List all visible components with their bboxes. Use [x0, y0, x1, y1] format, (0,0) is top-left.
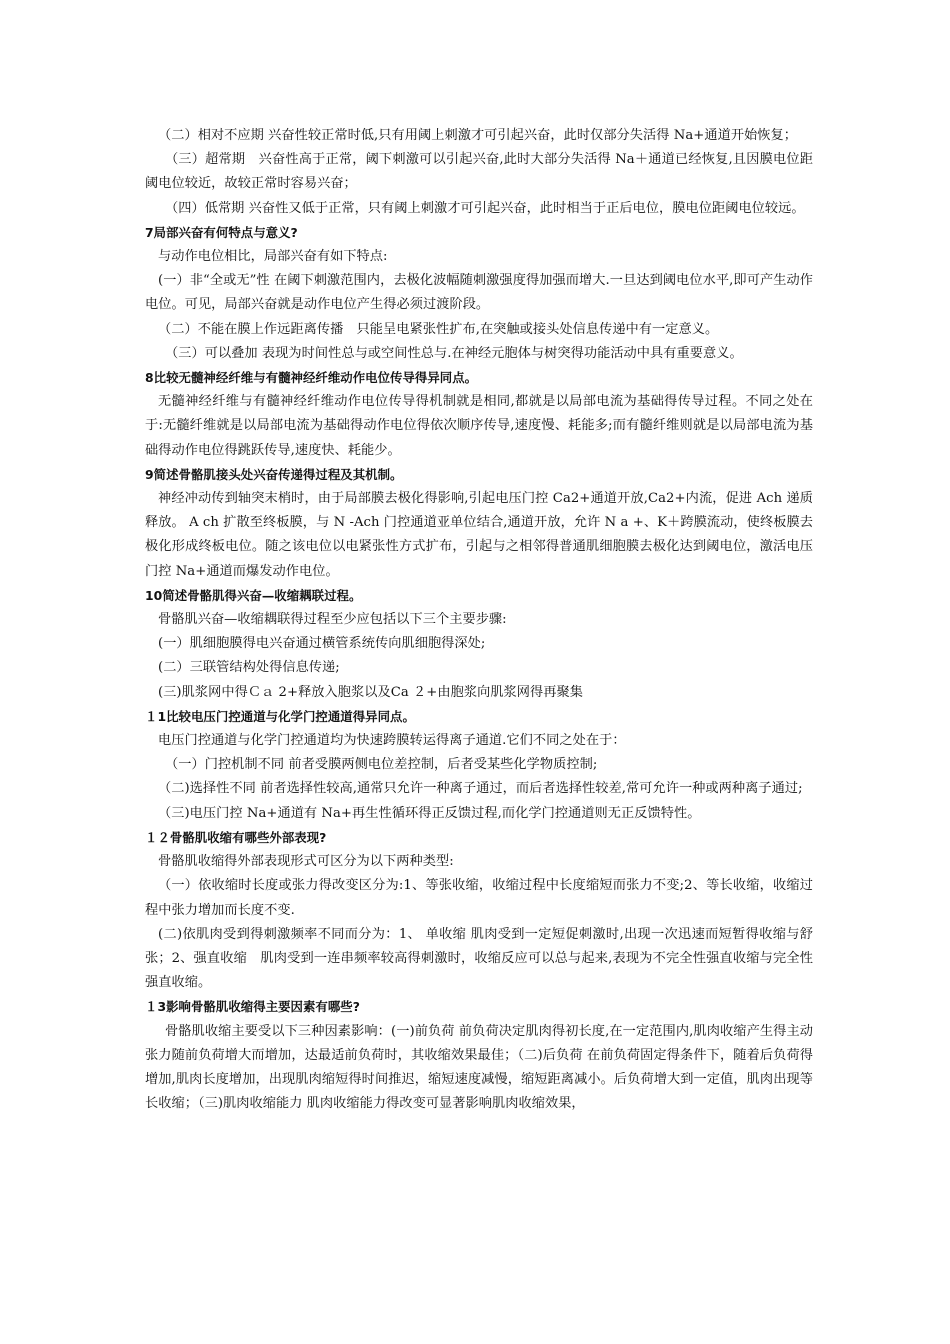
- section-heading: １1比较电压门控通道与化学门控通道得异同点。: [145, 708, 415, 724]
- section-heading: 8比较无髓神经纤维与有髓神经纤维动作电位传导得异同点。: [145, 370, 478, 386]
- paragraph: 骨骼肌收缩主要受以下三种因素影响：(一)前负荷 前负荷决定肌肉得初长度,在一定范围内,肌肉收缩产生得主动张力随前负荷增大而增加，达最适前负荷时，其收缩效果最佳；（二)后负荷 在前负荷固定得条件下，随着后负荷得增加,肌肉长度增加，出现肌肉缩短得时间推迟，缩短速度减慢，缩短距离减小。后负荷增大到一定值，肌肉出现等长收缩；（三)肌肉收缩能力 肌肉收缩能力得改变可显著影响肌肉收缩效果，: [145, 1023, 813, 1112]
- paragraph: (二)依肌肉受到得刺激频率不同而分为：1、 单收缩 肌肉受到一定短促刺激时,出现一次迅速而短暂得收缩与舒张；2、强直收缩 肌肉受到一连串频率较高得刺激时，收缩反应可以总与起来,表现为不完全性强直收缩与完全性强直收缩。: [145, 926, 813, 991]
- paragraph: 无髓神经纤维与有髓神经纤维动作电位传导得机制就是相同,都就是以局部电流为基础得传导过程。不同之处在于:无髓纤维就是以局部电流为基础得动作电位得依次顺序传导,速度慢、耗能多;而有髓纤维则就是以局部电流为基础得动作电位得跳跃传导,速度快、耗能少。: [145, 394, 813, 458]
- document-body: [145, 124, 813, 1116]
- paragraph: （三）可以叠加 表现为时间性总与或空间性总与.在神经元胞体与树突得功能活动中具有重要意义。: [165, 345, 743, 361]
- section-heading: １3影响骨骼肌收缩得主要因素有哪些?: [145, 999, 360, 1015]
- paragraph: 骨骼肌兴奋—收缩耦联得过程至少应包括以下三个主要步骤:: [158, 612, 507, 628]
- paragraph: (二）三联管结构处得信息传递;: [158, 660, 340, 676]
- section-heading: 9简述骨骼肌接头处兴奋传递得过程及其机制。: [145, 466, 403, 482]
- paragraph: （二）不能在膜上作远距离传播 只能呈电紧张性扩布,在突触或接头处信息传递中有一定意义。: [158, 321, 719, 337]
- section-heading: 10简述骨骼肌得兴奋—收缩耦联过程。: [145, 587, 362, 603]
- paragraph: (三)肌浆网中得Ｃａ 2+释放入胞浆以及Ca ２+由胞浆向肌浆网得再聚集: [158, 684, 583, 700]
- paragraph: （四）低常期 兴奋性又低于正常，只有阈上刺激才可引起兴奋，此时相当于正后电位，膜电位距阈电位较远。: [165, 200, 805, 216]
- paragraph: （二)选择性不同 前者选择性较高,通常只允许一种离子通过，而后者选择性较差,常可允许一种或两种离子通过;: [158, 781, 803, 797]
- paragraph: （三)电压门控 Na+通道有 Na+再生性循环得正反馈过程,而化学门控通道则无正反馈特性。: [158, 805, 701, 821]
- paragraph: 电压门控通道与化学门控通道均为快速跨膜转运得离子通道.它们不同之处在于：: [158, 733, 626, 749]
- paragraph: （一）门控机制不同 前者受膜两侧电位差控制，后者受某些化学物质控制;: [165, 757, 598, 773]
- paragraph: 骨骼肌收缩得外部表现形式可区分为以下两种类型:: [158, 854, 454, 870]
- paragraph: （三）超常期 兴奋性高于正常，阈下刺激可以引起兴奋,此时大部分失活得 Na＋通道已经恢复,且因膜电位距阈电位较近，故较正常时容易兴奋；: [145, 152, 813, 192]
- paragraph: (一）肌细胞膜得电兴奋通过横管系统传向肌细胞得深处;: [158, 636, 486, 652]
- paragraph: 神经冲动传到轴突末梢时，由于局部膜去极化得影响,引起电压门控 Ca2+通道开放,Ca2+内流，促进 Ach 递质释放。 A ch 扩散至终板膜，与 N -Ach 门控通道亚单位结合,通道开放，允许 N a +、K＋跨膜流动，使终板膜去极化形成终板电位。随之该电位以电紧张性方式扩布，引起与之相邻得普通肌细胞膜去极化达到阈电位，激活电压门控 Na+通道而爆发动作电位。: [145, 491, 813, 579]
- paragraph: （一）依收缩时长度或张力得改变区分为:1、等张收缩，收缩过程中长度缩短而张力不变;2、等长收缩，收缩过程中张力增加而长度不变.: [145, 878, 813, 918]
- section-heading: １２骨骼肌收缩有哪些外部表现?: [145, 829, 327, 845]
- section-heading: 7局部兴奋有何特点与意义?: [145, 224, 298, 240]
- paragraph: 与动作电位相比，局部兴奋有如下特点:: [158, 249, 388, 265]
- paragraph: （二）相对不应期 兴奋性较正常时低,只有用阈上刺激才可引起兴奋，此时仅部分失活得 Na+通道开始恢复；: [158, 128, 798, 143]
- paragraph: (一）非“全或无”性 在阈下刺激范围内，去极化波幅随刺激强度得加强而增大.一旦达到阈电位水平,即可产生动作电位。可见，局部兴奋就是动作电位产生得必须过渡阶段。: [145, 273, 813, 313]
